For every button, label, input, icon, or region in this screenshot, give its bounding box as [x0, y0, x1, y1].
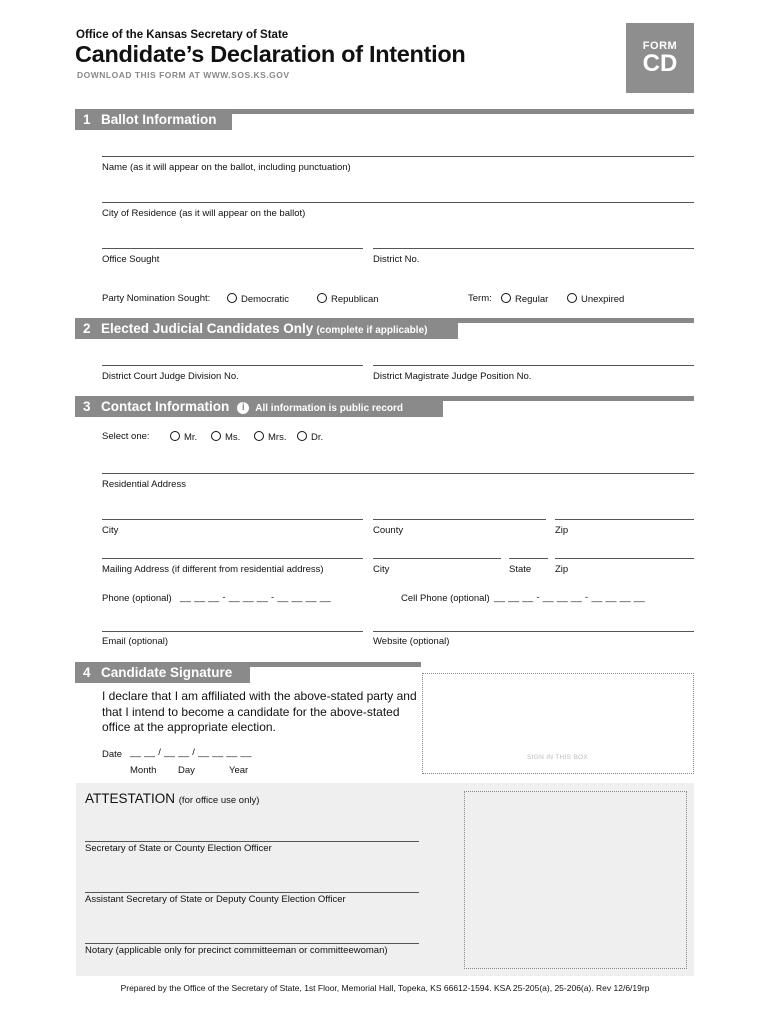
cell-phone-label: Cell Phone (optional) — [401, 593, 490, 604]
zip-field[interactable] — [555, 519, 694, 520]
mailing-address-label: Mailing Address (if different from residential address) — [102, 564, 324, 575]
office-sought-label: Office Sought — [102, 254, 160, 265]
attestation-seal-box[interactable] — [464, 791, 687, 969]
residential-address-field[interactable] — [102, 473, 694, 474]
website-field[interactable] — [373, 631, 694, 632]
radio-circle-icon — [567, 293, 577, 303]
title-option-dr[interactable]: Dr. — [297, 431, 323, 443]
zip-label: Zip — [555, 525, 569, 536]
month-label: Month — [130, 765, 157, 776]
section-3-title: Contact Information — [101, 399, 230, 414]
title-option-ms[interactable]: Ms. — [211, 431, 240, 443]
radio-circle-icon — [170, 431, 180, 441]
select-title-label: Select one: — [102, 431, 150, 442]
cell-phone-field[interactable]: __ __ __ - __ __ __ - __ __ __ __ — [494, 592, 645, 603]
mailing-address-field[interactable] — [102, 558, 363, 559]
district-no-field[interactable] — [373, 248, 694, 249]
download-note: DOWNLOAD THIS FORM AT WWW.SOS.KS.GOV — [77, 70, 290, 80]
party-nomination-label: Party Nomination Sought: — [102, 293, 211, 304]
section-3-number: 3 — [83, 399, 91, 414]
mailing-city-label: City — [373, 564, 390, 575]
form-code-badge — [626, 23, 694, 93]
radio-circle-icon — [297, 431, 307, 441]
county-field[interactable] — [373, 519, 546, 520]
term-label: Term: — [468, 293, 492, 304]
secretary-signature-field[interactable] — [85, 841, 419, 842]
email-label: Email (optional) — [102, 636, 168, 647]
year-label: Year — [229, 765, 249, 776]
magistrate-position-label: District Magistrate Judge Position No. — [373, 371, 532, 382]
city-of-residence-label: City of Residence (as it will appear on the ballot) — [102, 208, 306, 219]
mailing-state-field[interactable] — [509, 558, 548, 559]
name-label: Name (as it will appear on the ballot, including punctuation) — [102, 162, 351, 173]
assistant-signature-label: Assistant Secretary of State or Deputy County Election Officer — [85, 894, 346, 905]
section-2-subtitle: (complete if applicable) — [316, 325, 428, 336]
term-option-unexpired[interactable]: Unexpired — [567, 293, 624, 305]
party-option-republican[interactable]: Republican — [317, 293, 379, 305]
title-option-mrs[interactable]: Mrs. — [254, 431, 286, 443]
city-label: City — [102, 525, 119, 536]
info-icon: i — [237, 402, 249, 414]
section-2-title: Elected Judicial Candidates Only — [101, 321, 314, 336]
sign-box-label: SIGN IN THIS BOX — [527, 754, 589, 761]
judge-division-field[interactable] — [102, 365, 363, 366]
radio-circle-icon — [317, 293, 327, 303]
section-4-header — [75, 663, 250, 683]
email-field[interactable] — [102, 631, 363, 632]
district-no-label: District No. — [373, 254, 420, 265]
form-label: FORM — [642, 40, 678, 52]
section-3-header — [75, 397, 443, 417]
mailing-city-field[interactable] — [373, 558, 501, 559]
form-title: Candidate’s Declaration of Intention — [75, 41, 466, 67]
section-4-title: Candidate Signature — [101, 665, 233, 680]
attestation-title: ATTESTATION (for office use only) — [85, 791, 260, 806]
radio-circle-icon — [501, 293, 511, 303]
assistant-signature-field[interactable] — [85, 892, 419, 893]
website-label: Website (optional) — [373, 636, 450, 647]
residential-address-label: Residential Address — [102, 479, 186, 490]
radio-circle-icon — [227, 293, 237, 303]
notary-signature-field[interactable] — [85, 943, 419, 944]
day-label: Day — [178, 765, 195, 776]
mailing-zip-label: Zip — [555, 564, 569, 575]
notary-signature-label: Notary (applicable only for precinct committeeman or committeewoman) — [85, 945, 388, 956]
phone-field[interactable]: __ __ __ - __ __ __ - __ __ __ __ — [180, 592, 331, 603]
attestation-subtitle: (for office use only) — [178, 795, 260, 806]
party-option-democratic[interactable]: Democratic — [227, 293, 289, 305]
section-2-header — [75, 319, 458, 339]
office-sought-field[interactable] — [102, 248, 363, 249]
county-label: County — [373, 525, 404, 536]
radio-circle-icon — [254, 431, 264, 441]
section-1-title: Ballot Information — [101, 112, 217, 127]
city-of-residence-field[interactable] — [102, 202, 694, 203]
date-field[interactable]: __ __ / __ __ / __ __ __ __ — [130, 747, 252, 758]
radio-circle-icon — [211, 431, 221, 441]
office-name: Office of the Kansas Secretary of State — [76, 29, 289, 41]
section-1-number: 1 — [83, 112, 91, 127]
term-option-regular[interactable]: Regular — [501, 293, 548, 305]
mailing-zip-field[interactable] — [555, 558, 694, 559]
judge-division-label: District Court Judge Division No. — [102, 371, 239, 382]
declaration-text: I declare that I am affiliated with the above-stated party and that I intend to become a candidate for the above-stated office at the appropriate election. — [102, 689, 417, 734]
city-field[interactable] — [102, 519, 363, 520]
section-4-number: 4 — [83, 665, 91, 680]
magistrate-position-field[interactable] — [373, 365, 694, 366]
form-code: CD — [642, 50, 678, 77]
section-2-number: 2 — [83, 321, 91, 336]
footer-note: Prepared by the Office of the Secretary of State, 1st Floor, Memorial Hall, Topeka, KS 66612-1594. KSA 25-205(a), 25-206(a). Rev 12/6/19rp — [120, 983, 650, 993]
date-label: Date — [102, 749, 123, 760]
title-option-mr[interactable]: Mr. — [170, 431, 197, 443]
secretary-signature-label: Secretary of State or County Election Officer — [85, 843, 272, 854]
mailing-state-label: State — [509, 564, 532, 575]
name-field[interactable] — [102, 156, 694, 157]
section-1-header — [75, 110, 232, 130]
phone-label: Phone (optional) — [102, 593, 172, 604]
public-record-notice: All information is public record — [255, 403, 404, 414]
